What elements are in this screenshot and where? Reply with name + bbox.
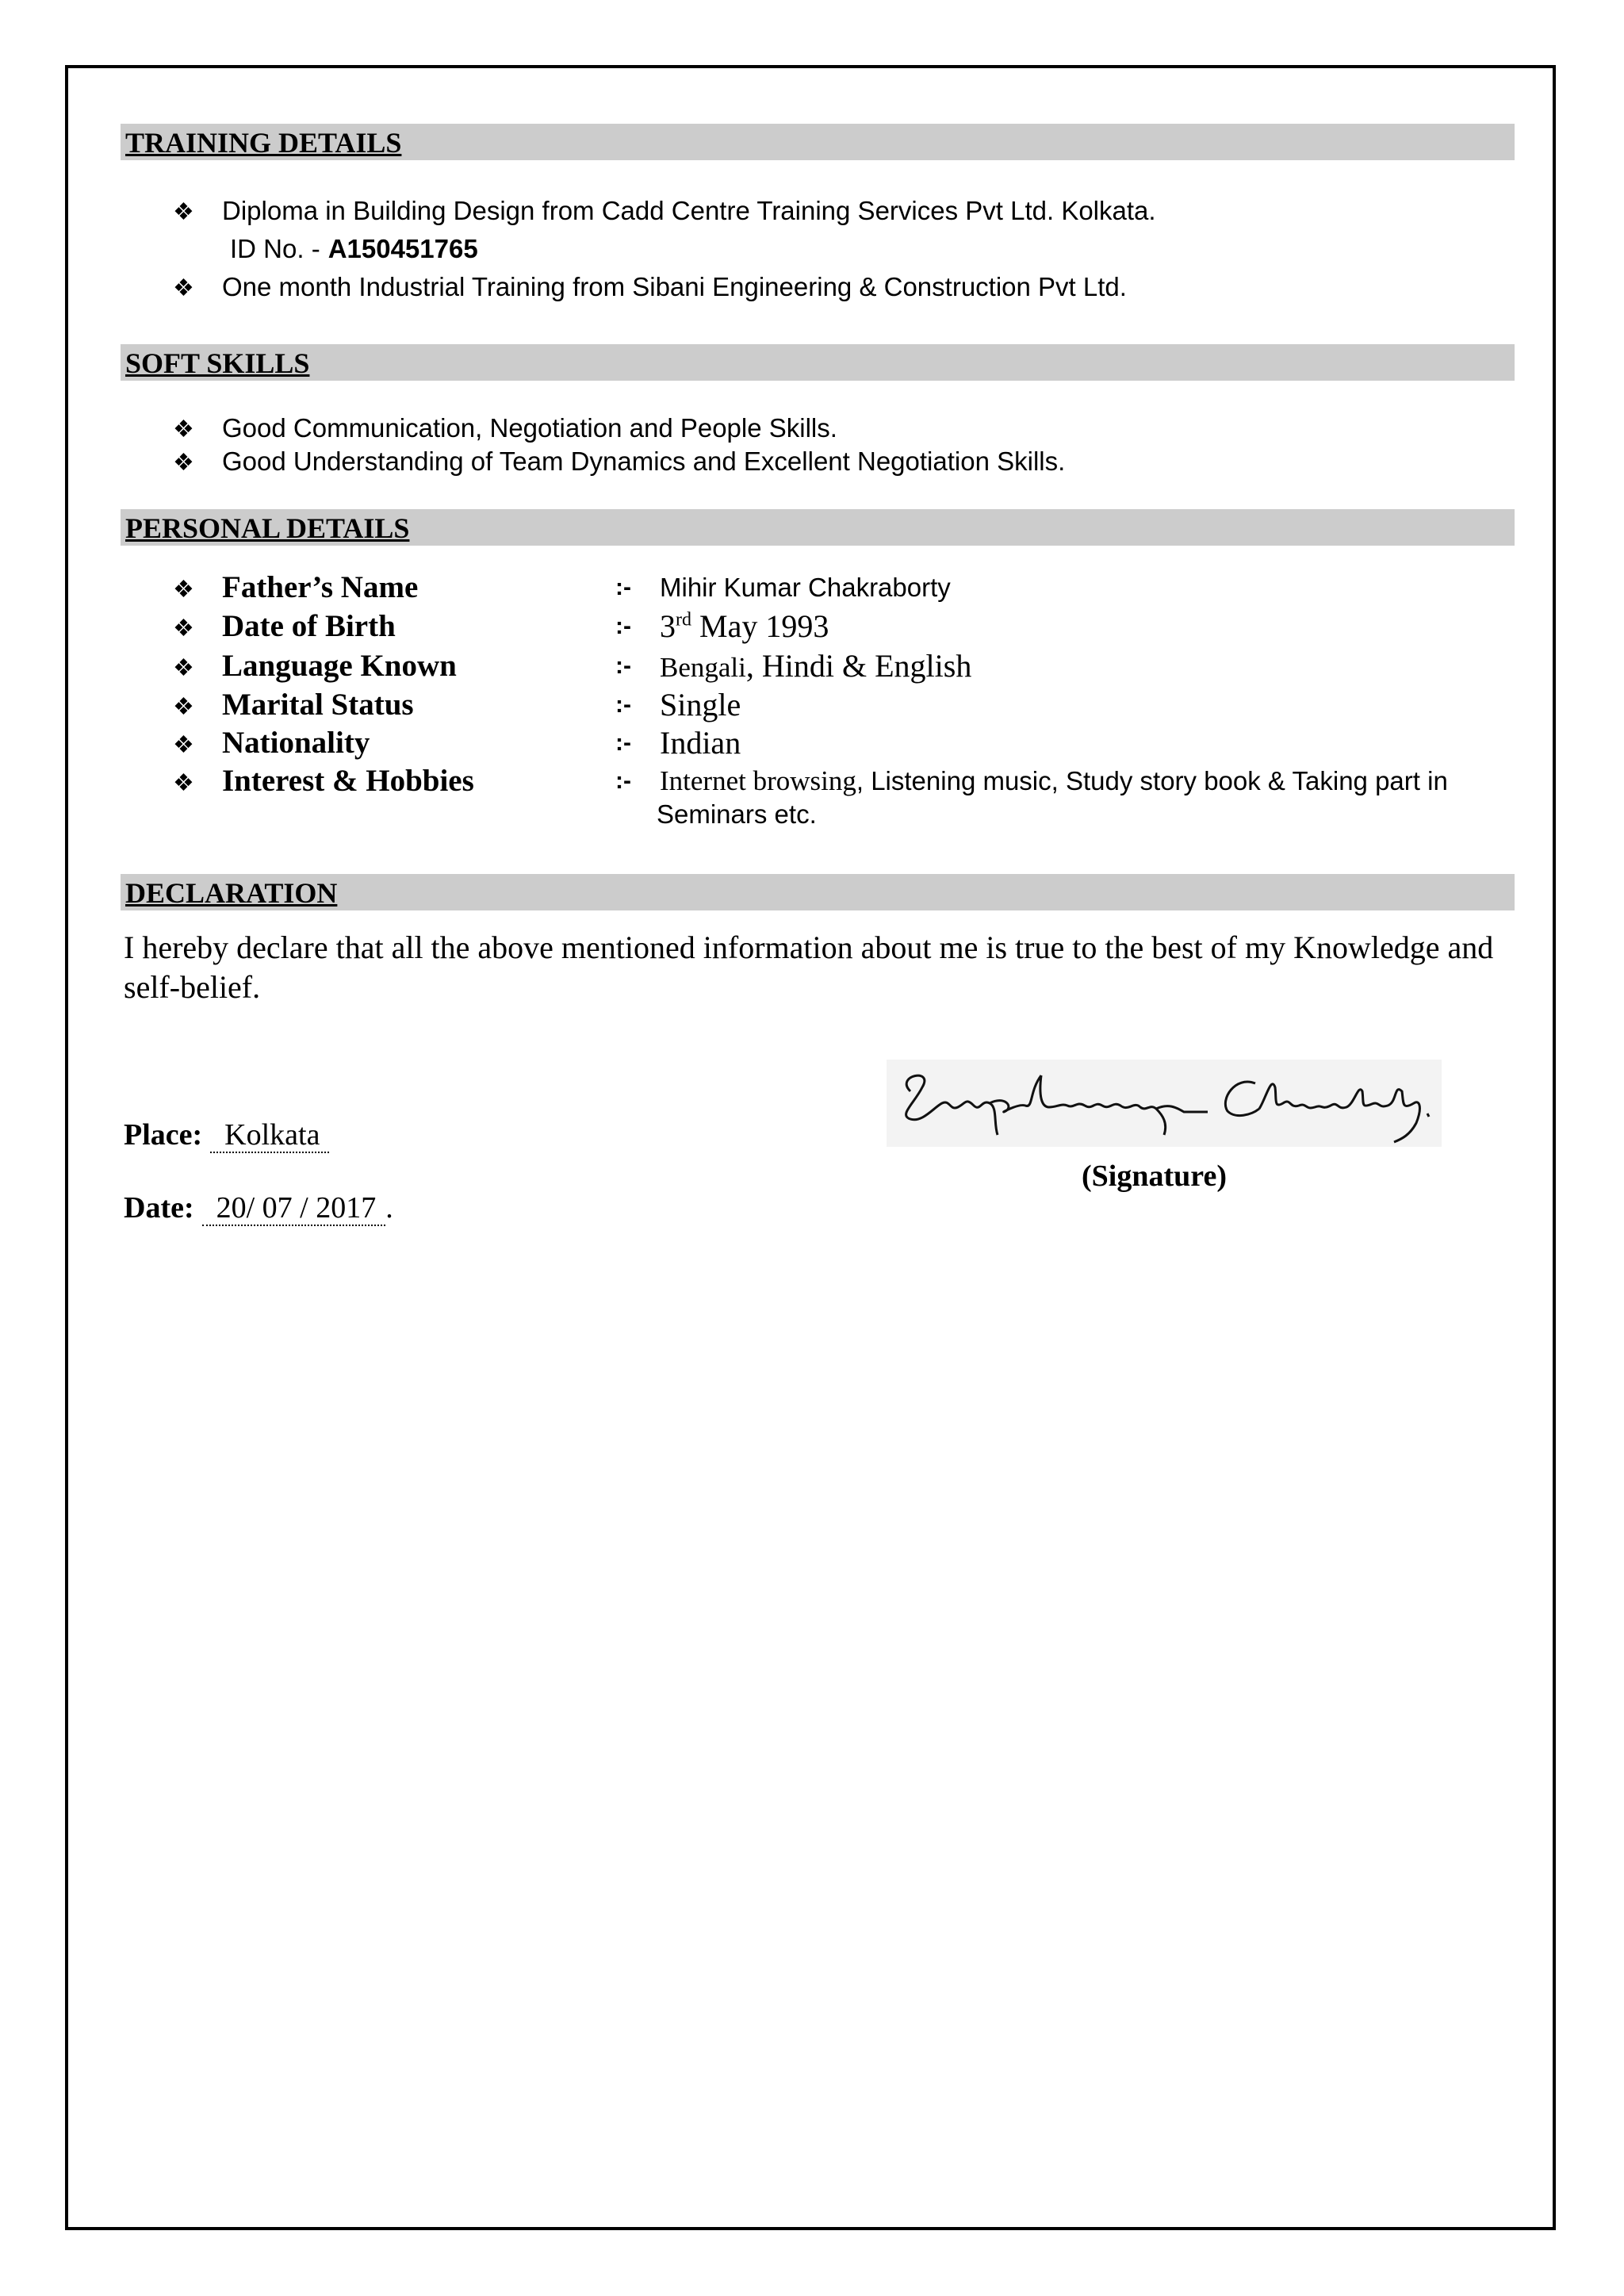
declaration-heading: DECLARATION xyxy=(125,877,338,909)
dob-value: 3rd May 1993 xyxy=(660,608,829,644)
soft-skill-item: ❖ Good Communication, Negotiation and People Skills. xyxy=(173,412,837,446)
diamond-bullet-icon: ❖ xyxy=(173,694,194,720)
diamond-bullet-icon: ❖ xyxy=(173,770,194,796)
training-id-line xyxy=(230,233,478,265)
diamond-bullet-icon: ❖ xyxy=(173,577,194,603)
date-label: Date: xyxy=(124,1191,194,1225)
nationality-label: Nationality xyxy=(222,726,370,760)
personal-row-language xyxy=(173,648,1521,686)
soft-skills-heading-bar xyxy=(121,344,1515,381)
training-item-1: ❖ Diploma in Building Design from Cadd Centre Training Services Pvt Ltd. Kolkata. xyxy=(173,195,1156,228)
diamond-bullet-icon: ❖ xyxy=(173,275,194,301)
training-id-label: ID No. - xyxy=(230,234,320,263)
separator: :- xyxy=(615,653,631,679)
diamond-bullet-icon: ❖ xyxy=(173,416,194,443)
personal-heading: PERSONAL DETAILS xyxy=(125,512,410,544)
dob-label: Date of Birth xyxy=(222,609,396,643)
date-value: 20/ 07 / 2017 xyxy=(202,1191,386,1226)
hobbies-value: Internet browsing, Listening music, Study story book & Taking part in xyxy=(660,765,1448,796)
handwritten-signature xyxy=(887,1060,1442,1147)
training-id-value: A150451765 xyxy=(327,234,478,263)
diamond-bullet-icon: ❖ xyxy=(173,199,194,225)
place-field xyxy=(124,1117,329,1153)
diamond-bullet-icon: ❖ xyxy=(173,732,194,758)
date-field: Date: 20/ 07 / 2017 . xyxy=(124,1191,393,1225)
language-label: Language Known xyxy=(222,649,457,683)
marital-value: Single xyxy=(660,687,741,723)
separator: :- xyxy=(615,613,631,639)
training-item-2: ❖ One month Industrial Training from Sibani Engineering & Construction Pvt Ltd. xyxy=(173,271,1127,305)
place-label: Place: xyxy=(124,1118,203,1152)
personal-row-father xyxy=(173,569,1521,608)
diamond-bullet-icon: ❖ xyxy=(173,450,194,476)
hobbies-label: Interest & Hobbies xyxy=(222,764,474,798)
training-heading-bar xyxy=(121,124,1515,160)
separator: :- xyxy=(615,692,631,718)
father-value: Mihir Kumar Chakraborty xyxy=(660,573,951,602)
language-value: Bengali, Hindi & English xyxy=(660,648,972,684)
diamond-bullet-icon: ❖ xyxy=(173,615,194,642)
father-label: Father’s Name xyxy=(222,570,419,604)
signature-caption: (Signature) xyxy=(1082,1159,1227,1193)
declaration-text: I hereby declare that all the above mentioned information about me is true to the best of my Knowledge and self-belief. xyxy=(124,930,1494,1005)
separator: :- xyxy=(615,768,631,794)
personal-heading-bar xyxy=(121,509,1515,546)
training-heading: TRAINING DETAILS xyxy=(125,127,402,159)
personal-row-dob xyxy=(173,608,1521,646)
signature-image xyxy=(887,1060,1442,1147)
personal-row-hobbies xyxy=(173,763,1521,839)
separator: :- xyxy=(615,730,631,756)
soft-skill-item: ❖ Good Understanding of Team Dynamics and Excellent Negotiation Skills. xyxy=(173,446,1065,479)
nationality-value: Indian xyxy=(660,725,741,761)
declaration-heading-bar xyxy=(121,874,1515,910)
hobbies-value-line-2: Seminars etc. xyxy=(657,799,817,829)
separator: :- xyxy=(615,574,631,600)
soft-skills-heading: SOFT SKILLS xyxy=(125,347,310,379)
place-value: Kolkata xyxy=(210,1118,329,1153)
diamond-bullet-icon: ❖ xyxy=(173,655,194,681)
personal-row-marital xyxy=(173,687,1521,725)
marital-label: Marital Status xyxy=(222,688,414,722)
personal-row-nationality xyxy=(173,725,1521,763)
